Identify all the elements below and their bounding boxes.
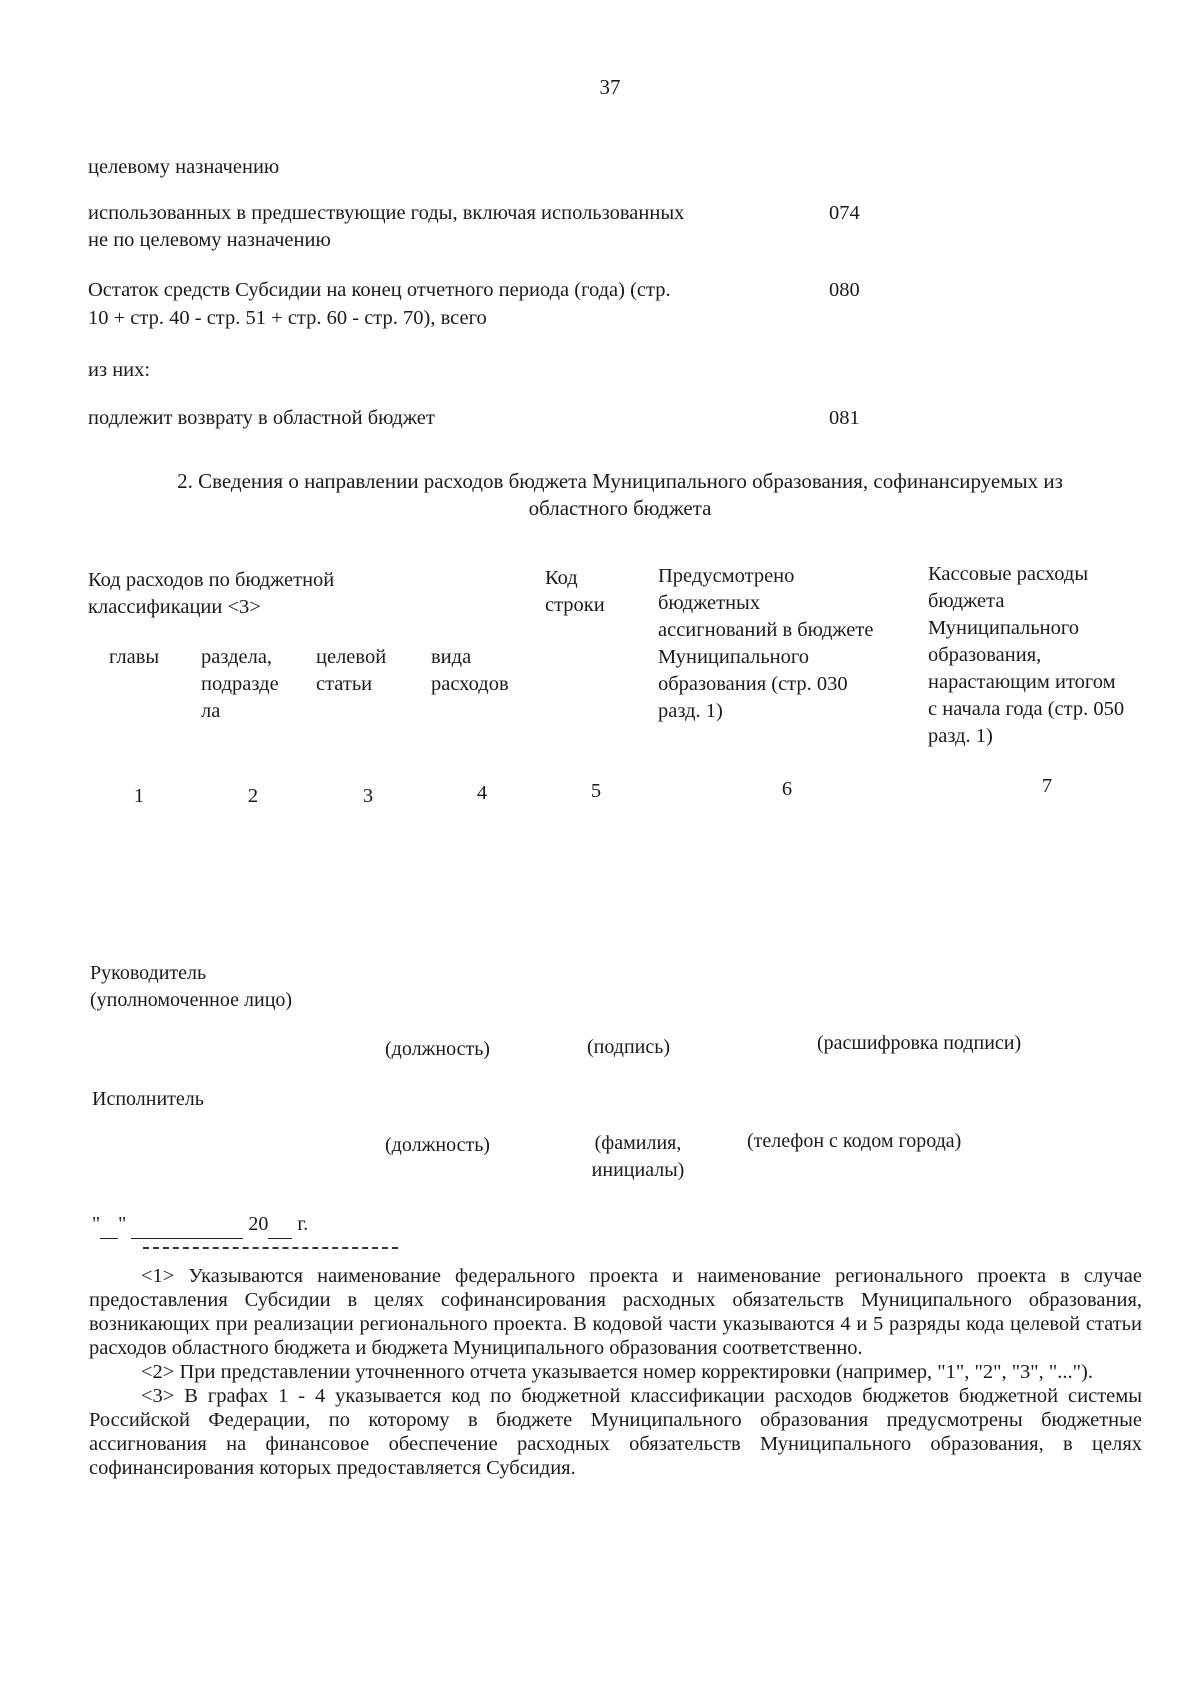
date-month-blank [131,1211,243,1239]
column-number: 7 [1041,775,1053,797]
row-code: 074 [829,202,860,224]
executor-position-caption: (должность) [385,1134,490,1156]
header-col-tselevoy: целевой статьи [316,646,387,695]
row-text-line: использованных в предшествующие годы, включая использованных [88,202,685,224]
date-day-blank [100,1211,118,1239]
row-text-line: целевому назначению [88,156,280,178]
head-position-caption: (должность) [385,1038,490,1060]
header-col-razdel: раздела, подразде ла [201,646,279,722]
section-2-title-line: областного бюджета [528,496,712,520]
column-number: 2 [247,785,259,807]
section-2-title [90,468,1150,522]
header-col-predusmotreno: Предусмотрено бюджетных ассигнований в бюджете Муниципального образования (стр. 030 разд. 1) [658,565,874,722]
row-text-line: из них: [88,359,151,381]
row-text-line: подлежит возврату в областной бюджет [88,407,435,429]
page-number: 37 [599,75,621,99]
head-signature-caption: (подпись) [587,1036,671,1058]
section-2-title-line: 2. Сведения о направлении расходов бюджета Муниципального образования, софинансируемых из [177,469,1063,493]
head-decoding-caption: (расшифровка подписи) [817,1032,1022,1054]
column-number: 1 [133,785,145,807]
executor-name-caption: (фамилия, инициалы) [591,1132,685,1181]
footnotes [89,1264,1142,1480]
row-code: 080 [829,279,860,301]
column-number: 5 [590,780,602,802]
executor-label: Исполнитель [92,1088,204,1110]
footnote: <1> Указываются наименование федерального проекта и наименование регионального проекта в случае предоставления Субсидии в целях софинансирования расходных обязательств Муниципального образования, возникающих при реализации регионального проекта. В кодовой части указываются 4 и 5 разряды кода целевой статьи расходов областного бюджета и бюджета Муниципального образования соответственно. [89,1265,1142,1359]
footnote: <2> При представлении уточненного отчета указывается номер корректировки (например, "1", "2", "3", "..."). [141,1361,1093,1383]
date-line: " " 20 г. [92,1211,308,1239]
column-number: 4 [476,782,488,804]
executor-phone-caption: (телефон с кодом города) [747,1130,962,1152]
row-code: 081 [829,407,860,429]
head-label: Руководитель (уполномоченное лицо) [90,962,293,1011]
row-text-line: Остаток средств Субсидии на конец отчетного периода (года) (стр. [88,279,671,301]
row-text-line: не по целевому назначению [88,229,331,251]
footnote: <3> В графах 1 - 4 указывается код по бюджетной классификации расходов бюджетов бюджетной системы Российской Федерации, по которому в бюджете Муниципального образования предусмотрены бюджетные ассигнования на финансовое обеспечение расходных обязательств Муниципального образования, в целях софинансирования которых предоставляется Субсидия. [89,1385,1142,1479]
header-col-vida: вида расходов [431,646,509,695]
column-number: 3 [362,785,374,807]
row-text-line: 10 + стр. 40 - стр. 51 + стр. 60 - стр. 70), всего [88,307,487,329]
header-group-label: Код расходов по бюджетной классификации <3> [88,569,335,618]
header-col-kod-stroki: Код строки [545,567,605,616]
column-number: 6 [781,778,793,800]
footnote-separator [143,1247,398,1249]
header-col-kassovye: Кассовые расходы бюджета Муниципального образования, нарастающим итогом с начала года (стр. 050 разд. 1) [928,563,1125,747]
header-col-glavy: главы [109,646,160,668]
date-year-blank [268,1211,292,1239]
